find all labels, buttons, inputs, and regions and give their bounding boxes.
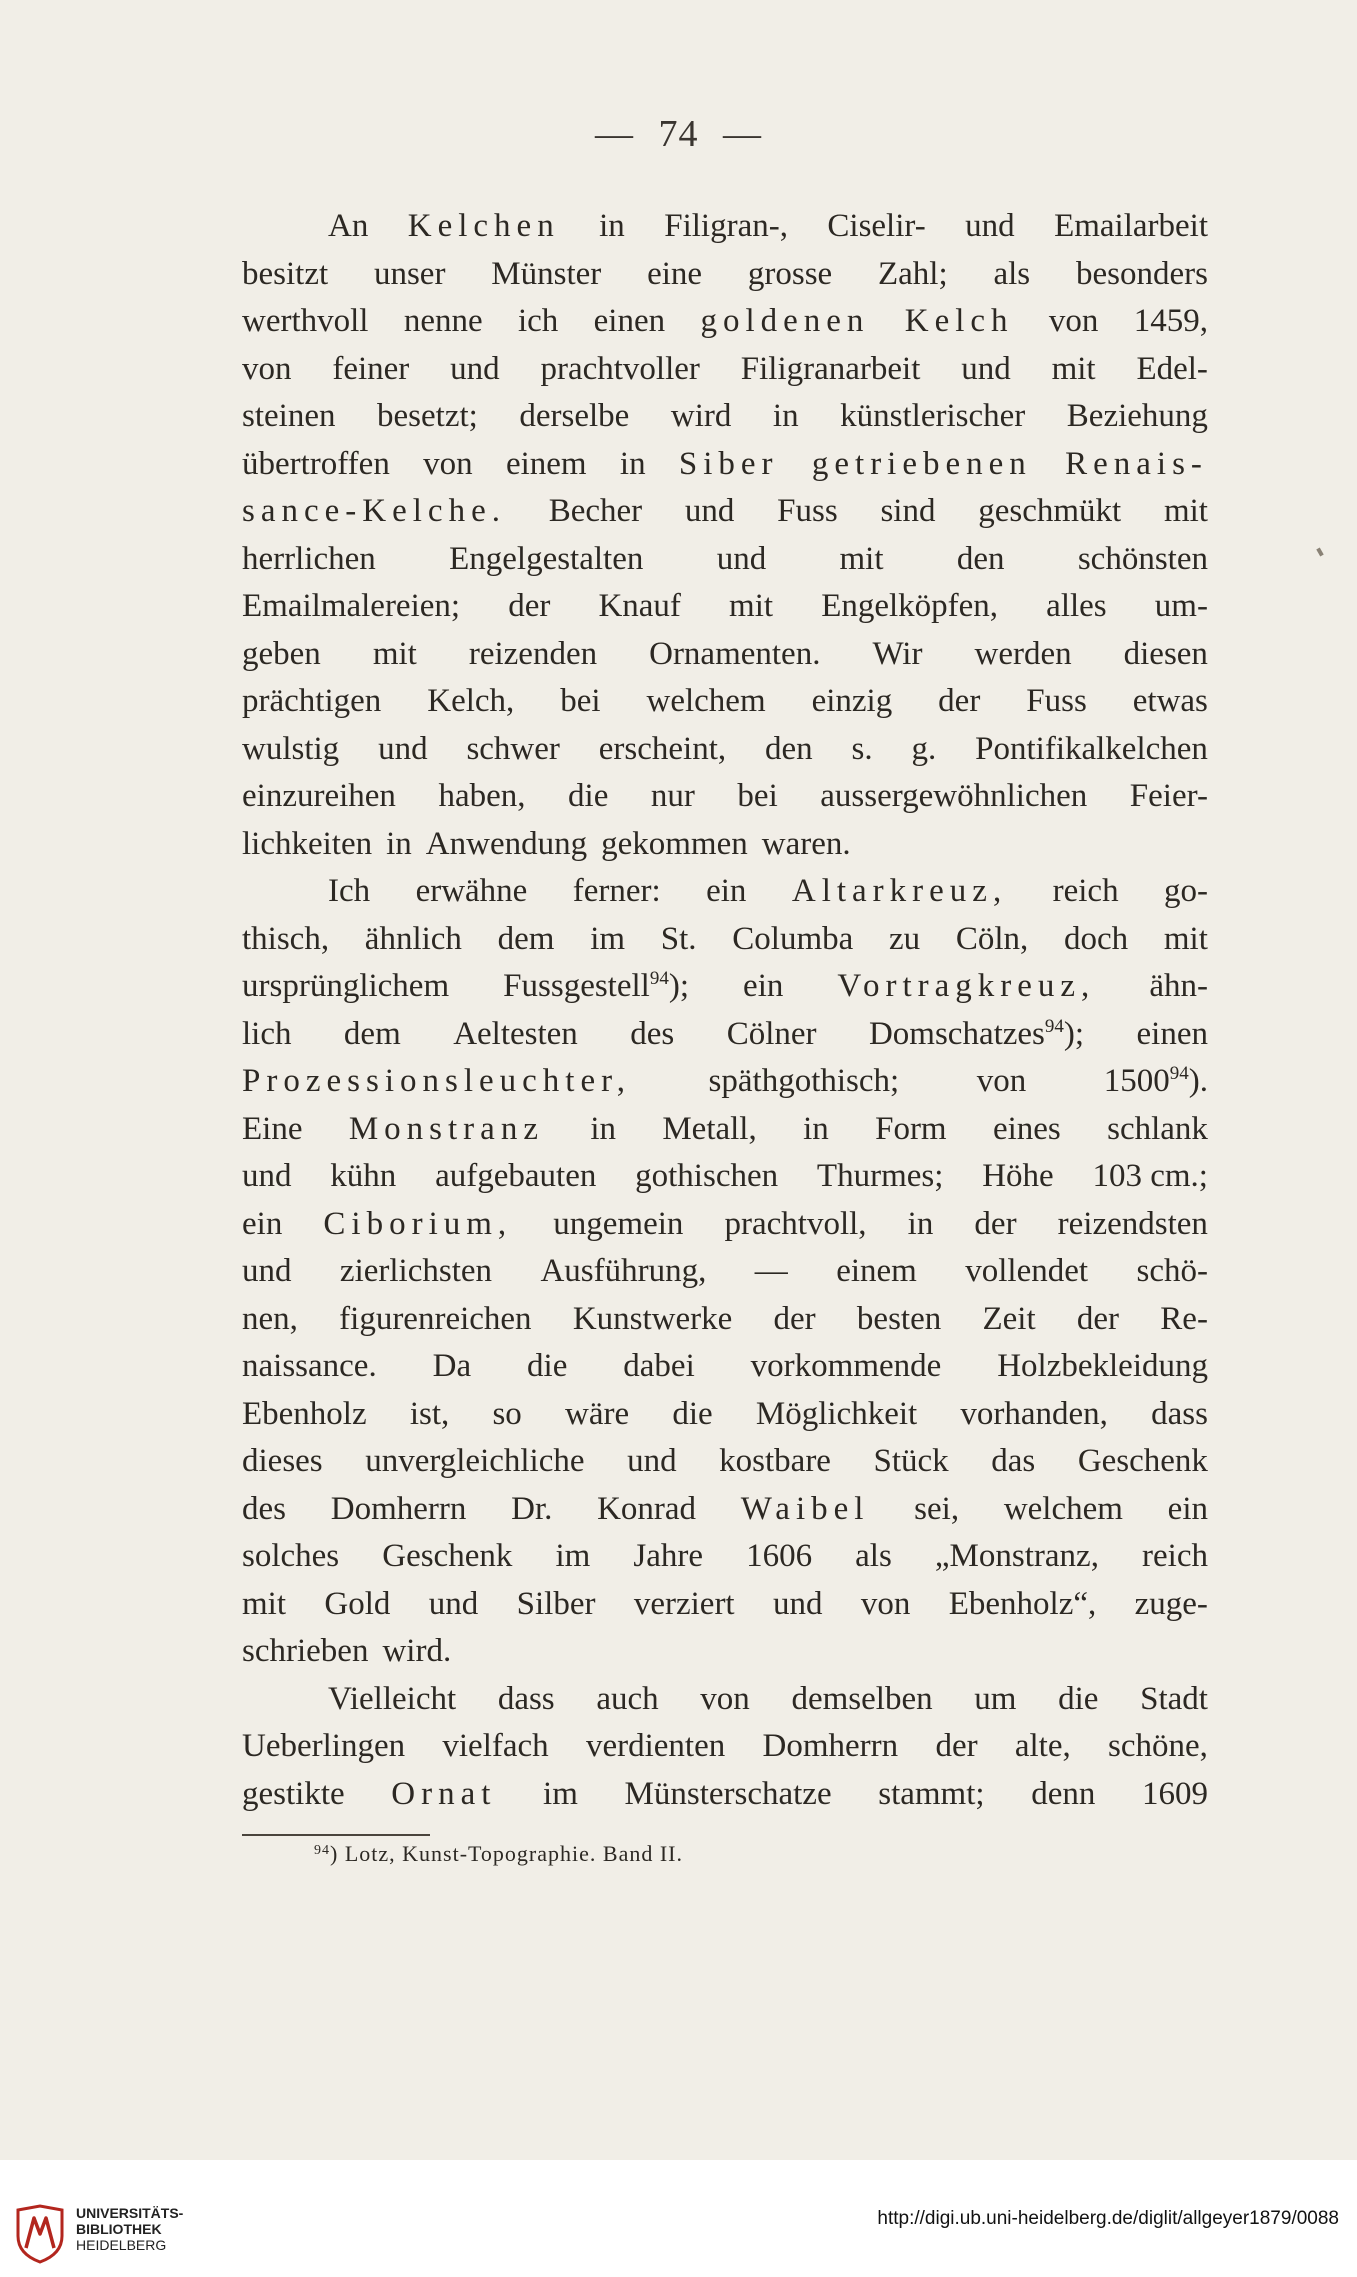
word: Ebenholz [242, 1395, 367, 1432]
word: etwas [1132, 683, 1208, 719]
text-line [242, 346, 1208, 394]
word: Beziehung [1066, 398, 1208, 434]
emphasized-word: Kelchen [407, 208, 560, 244]
word: und [428, 1585, 479, 1622]
word: Cöln, [955, 920, 1029, 957]
word: Wir [872, 635, 923, 672]
word: Domherrn [330, 1490, 467, 1527]
word: ähnlich [364, 920, 462, 957]
word: go- [1164, 873, 1208, 909]
word: um [974, 1680, 1017, 1717]
word: Zeit [982, 1300, 1036, 1337]
word: dass [497, 1680, 555, 1717]
word: einem [836, 1253, 917, 1289]
word: späthgothisch; [708, 1063, 900, 1099]
word: der [935, 1728, 978, 1764]
word: herrlichen [242, 540, 376, 577]
word: des [242, 1490, 286, 1527]
word: grosse [747, 255, 833, 292]
word: kostbare [719, 1443, 831, 1479]
word: Dr. [511, 1490, 553, 1527]
word: schönsten [1077, 540, 1208, 577]
word: besten [856, 1300, 942, 1337]
word: alte, [1014, 1728, 1071, 1764]
word: derselbe [519, 398, 630, 434]
emphasized-word: Vortragkreuz, [837, 968, 1096, 1004]
word: künstlerischer [840, 398, 1026, 434]
word: dieses [242, 1443, 323, 1479]
text-line [242, 298, 1208, 346]
text-line [242, 1723, 1208, 1771]
text-line [242, 1296, 1208, 1344]
word: nur [650, 778, 695, 814]
word: ferner: [572, 873, 661, 909]
word: der [508, 588, 551, 624]
word: das [991, 1443, 1036, 1479]
word: und [772, 1585, 823, 1622]
word: die [527, 1348, 568, 1384]
emphasized-word: Kelch [904, 303, 1014, 339]
word: ähn- [1149, 968, 1208, 1004]
word: Stadt [1140, 1680, 1208, 1717]
word: stammt; [878, 1775, 985, 1812]
footnote-ref: 94 [1169, 1063, 1189, 1084]
word: Holzbekleidung [997, 1348, 1208, 1384]
word: Ueberlingen [242, 1728, 406, 1764]
text-line [242, 393, 1208, 441]
word: sei, [914, 1490, 960, 1527]
word: Filigranarbeit [740, 350, 921, 387]
word: eines [992, 1110, 1061, 1147]
word: doch [1064, 920, 1129, 957]
word: von [860, 1585, 911, 1622]
word: und [961, 350, 1011, 387]
word: Fuss [777, 493, 838, 529]
text-line [242, 1771, 1208, 1819]
text-line [242, 1106, 1208, 1154]
word: Emailmalereien; [242, 588, 461, 624]
word: und [378, 730, 428, 767]
word: 1609 [1141, 1775, 1208, 1812]
word: der [773, 1300, 816, 1337]
word: sind [880, 493, 936, 529]
word: Konrad [597, 1490, 697, 1527]
word: unser [373, 255, 446, 292]
word: Ciselir- [827, 208, 926, 244]
word: dem [497, 920, 555, 957]
word: vorkommende [750, 1348, 942, 1384]
word: St. [660, 920, 697, 957]
word: prächtigen [242, 683, 382, 719]
word: besetzt; [377, 398, 478, 434]
word: reizenden [468, 635, 598, 672]
word: den [765, 730, 813, 767]
word: kühn [330, 1158, 397, 1194]
word: unvergleichliche [365, 1443, 585, 1479]
emphasized-word: Ciborium, [323, 1205, 513, 1242]
word: der [1076, 1300, 1120, 1337]
word: so [492, 1395, 522, 1432]
word: prachtvoll, [724, 1205, 867, 1242]
text-line [242, 678, 1208, 726]
emphasized-word: Prozessionsleuchter, [242, 1063, 632, 1099]
word: die [672, 1395, 713, 1432]
word: mit [372, 635, 417, 672]
word: Ausführung, [540, 1253, 707, 1289]
institution-name [76, 2205, 183, 2253]
word: von [700, 1680, 750, 1717]
word: Thurmes; [816, 1158, 944, 1194]
word: diesen [1123, 635, 1208, 672]
word: gekommen [601, 825, 748, 862]
word: einzig [811, 683, 893, 719]
word: 1459, [1133, 303, 1208, 339]
word: der [938, 683, 981, 719]
word: Münster [491, 255, 602, 292]
word: übertroffen [242, 445, 390, 482]
word: Fuss [1026, 683, 1087, 719]
word: Re- [1160, 1300, 1208, 1337]
text-line [242, 1058, 1208, 1106]
footnote-rule [242, 1834, 430, 1836]
text-line [242, 916, 1208, 964]
word: denn [1031, 1775, 1096, 1812]
word: wird [670, 398, 732, 434]
word: Möglichkeit [755, 1395, 918, 1432]
word: mit [729, 588, 774, 624]
word: erwähne [415, 873, 528, 909]
word: geschmükt [978, 493, 1122, 529]
word: und [242, 1253, 292, 1289]
word: Engelgestalten [449, 540, 644, 577]
emphasized-word: Waibel [740, 1490, 870, 1527]
word: Ich [328, 873, 371, 909]
word: besitzt [242, 255, 329, 292]
word: Kelch, [427, 683, 515, 719]
word: Metall, [662, 1110, 757, 1147]
scan-speck [1316, 548, 1323, 557]
word: Domherrn [762, 1728, 899, 1764]
word: zuge- [1134, 1585, 1208, 1622]
word: ein [242, 1205, 283, 1242]
text-line [242, 536, 1208, 584]
word: im [555, 1538, 591, 1574]
text-line [242, 1391, 1208, 1439]
word: als [993, 255, 1031, 292]
text-line [242, 441, 1208, 489]
word: Höhe [982, 1158, 1054, 1194]
word: reich [1052, 873, 1119, 909]
word: Form [875, 1110, 947, 1147]
word: dabei [623, 1348, 695, 1384]
word: — [754, 1253, 788, 1289]
word: welchem [646, 683, 766, 719]
text-line [242, 1676, 1208, 1724]
footnote-ref: 94 [1044, 1015, 1064, 1037]
word: Zahl; [878, 255, 948, 292]
heidelberg-library-logo-icon[interactable] [12, 2204, 68, 2264]
word: mit [242, 1585, 287, 1622]
word: feiner [332, 350, 410, 387]
footnote-ref: 94 [649, 968, 669, 989]
word: Feier- [1129, 778, 1208, 814]
word: Knauf [598, 588, 681, 624]
word: Engelköpfen, [821, 588, 999, 624]
word: gothischen [635, 1158, 779, 1194]
word: einen [1136, 1015, 1208, 1052]
word: lich [242, 1015, 292, 1052]
word: in [803, 1110, 829, 1147]
word: s. [851, 730, 873, 767]
word: mit [1051, 350, 1096, 387]
word: verdienten [585, 1728, 726, 1764]
word: Columba [732, 920, 854, 957]
word: schöne, [1108, 1728, 1208, 1764]
word: und [242, 1158, 292, 1194]
word: zierlichsten [339, 1253, 493, 1289]
word: in [386, 825, 412, 862]
word: von [1048, 303, 1099, 339]
word: Ornamenten. [649, 635, 821, 672]
word: und [965, 208, 1015, 244]
word: bei [737, 778, 778, 814]
word: ich [517, 303, 559, 339]
word: der [974, 1205, 1017, 1242]
word: thisch, [242, 920, 330, 957]
word: verziert [633, 1585, 735, 1622]
word: mit [1163, 920, 1208, 957]
word: und [627, 1443, 677, 1479]
text-line [242, 868, 1208, 916]
word: Ebenholz“, [948, 1585, 1097, 1622]
word: einzureihen [242, 778, 396, 814]
word: naissance. [242, 1348, 377, 1384]
word: ungemein [553, 1205, 684, 1242]
word: des [630, 1015, 675, 1052]
footnote [314, 1841, 683, 1867]
text-line [242, 773, 1208, 821]
word: lichkeiten [242, 825, 373, 862]
word: Gold [324, 1585, 391, 1622]
text-line [242, 726, 1208, 774]
word: ist, [409, 1395, 450, 1432]
institution-line: HEIDELBERG [76, 2237, 167, 2253]
emphasized-word: Ornat [391, 1775, 497, 1812]
word: erscheint, [598, 730, 727, 767]
emphasized-word: Renais- [1065, 445, 1208, 482]
word: solches [242, 1538, 340, 1574]
word: wulstig [242, 730, 340, 767]
word: waren. [761, 825, 851, 862]
word: prachtvoller [540, 350, 700, 387]
text-line [242, 1486, 1208, 1534]
word: auch [596, 1680, 659, 1717]
word: einen [593, 303, 666, 339]
word: in [772, 398, 799, 434]
word: Domschatzes$^{94}$); [868, 1015, 1085, 1052]
word: ein [1167, 1490, 1208, 1527]
word: Emailarbeit [1054, 208, 1208, 244]
word: im [590, 920, 626, 957]
word: die [1058, 1680, 1099, 1717]
word: Pontifikalkelchen [975, 730, 1208, 767]
word: 103 cm.; [1092, 1158, 1208, 1194]
word: schö- [1136, 1253, 1208, 1289]
footnote-mark: 94 [314, 1843, 330, 1858]
text-line [242, 251, 1208, 299]
word: um- [1154, 588, 1208, 624]
word: wäre [565, 1395, 630, 1432]
word: eine [647, 255, 703, 292]
word: Edel- [1136, 350, 1208, 387]
word: Filigran-, [664, 208, 788, 244]
emphasized-word: getriebenen [811, 445, 1032, 482]
word: Kunstwerke [572, 1300, 733, 1337]
word: Becher [548, 493, 643, 529]
word: Cölner [726, 1015, 817, 1052]
text-line [242, 1011, 1208, 1059]
word: steinen [242, 398, 336, 434]
word: ein [743, 968, 784, 1004]
word: vorhanden, [960, 1395, 1108, 1432]
word: haben, [438, 778, 526, 814]
word: die [568, 778, 609, 814]
text-line [242, 1533, 1208, 1581]
word: im [543, 1775, 578, 1812]
text-line [242, 1153, 1208, 1201]
word: reizendsten [1057, 1205, 1208, 1242]
word: Münsterschatze [624, 1775, 832, 1812]
word: vielfach [442, 1728, 549, 1764]
text-line [242, 203, 1208, 251]
word: nenne [403, 303, 483, 339]
word: werden [974, 635, 1072, 672]
word: dass [1151, 1395, 1208, 1432]
word: wird. [382, 1633, 452, 1669]
word: Anwendung [425, 825, 588, 862]
word: in [590, 1110, 616, 1147]
word: als [855, 1538, 892, 1574]
institution-line: UNIVERSITÄTS- [76, 2205, 184, 2221]
word: von [423, 445, 473, 482]
emphasized-word: sance-Kelche. [242, 493, 506, 529]
word: von [242, 350, 292, 387]
word: aussergewöhnlichen [820, 778, 1088, 814]
emphasized-word: goldenen [700, 303, 870, 339]
text-line [242, 1581, 1208, 1629]
emphasized-word: Monstranz [348, 1110, 544, 1147]
text-line [242, 1438, 1208, 1486]
word: Geschenk [1077, 1443, 1208, 1479]
word: von [976, 1063, 1027, 1099]
word: mit [839, 540, 884, 577]
word: in [907, 1205, 934, 1242]
word: ein [706, 873, 747, 909]
word: nen, [242, 1300, 298, 1337]
word: „Monstranz, [934, 1538, 1099, 1574]
word: und [450, 350, 500, 387]
word: g. [911, 730, 937, 767]
word: Stück [873, 1443, 949, 1479]
word: 1606 [746, 1538, 813, 1574]
word: An [328, 208, 369, 244]
word: 1500$^{94}$). [1103, 1063, 1208, 1099]
viewer-footer [0, 2160, 1357, 2277]
permalink-url[interactable]: http://digi.ub.uni-heidelberg.de/diglit/allgeyer1879/0088 [877, 2208, 1339, 2229]
word: besonders [1075, 255, 1208, 292]
text-line [242, 1248, 1208, 1296]
text-line [242, 488, 1208, 536]
word: in [599, 208, 625, 244]
word: Jahre [633, 1538, 703, 1574]
word: welchem [1003, 1490, 1123, 1527]
word: geben [242, 635, 321, 672]
word: in [619, 445, 646, 482]
word: Eine [242, 1110, 303, 1147]
word: figurenreichen [339, 1300, 532, 1337]
word: vollendet [965, 1253, 1089, 1289]
word: den [956, 540, 1005, 577]
footnote-text: ) Lotz, Kunst-Topographie. Band II. [330, 1841, 683, 1866]
word: und [716, 540, 767, 577]
word: reich [1142, 1538, 1208, 1574]
word: Aeltesten [453, 1015, 578, 1052]
text-line [242, 1201, 1208, 1249]
word: Vielleicht [328, 1680, 457, 1717]
word: werthvoll [242, 303, 369, 339]
text-line [242, 963, 1208, 1011]
word: Da [432, 1348, 472, 1384]
word: einem [505, 445, 587, 482]
page-number: — 74 — [595, 113, 762, 155]
word: gestikte [242, 1775, 345, 1812]
word: Silber [516, 1585, 596, 1622]
word: schwer [466, 730, 560, 767]
text-line [242, 1343, 1208, 1391]
word: und [684, 493, 735, 529]
body-text [242, 203, 1208, 1818]
word: schrieben [242, 1633, 369, 1669]
text-line [242, 583, 1208, 631]
word: zu [888, 920, 921, 957]
emphasized-word: Siber [678, 445, 779, 482]
word: mit [1163, 493, 1208, 529]
word: demselben [791, 1680, 933, 1717]
institution-line: BIBLIOTHEK [76, 2221, 162, 2237]
word: aufgebauten [435, 1158, 597, 1194]
word: Geschenk [382, 1538, 513, 1574]
text-line [242, 1628, 1208, 1676]
text-line [242, 631, 1208, 679]
text-line [242, 821, 1208, 869]
word: Fussgestell$^{94}$); [503, 968, 690, 1004]
word: schlank [1107, 1110, 1208, 1147]
word: bei [560, 683, 601, 719]
word: dem [343, 1015, 401, 1052]
word: ursprünglichem [242, 968, 450, 1004]
emphasized-word: Altarkreuz, [791, 873, 1008, 909]
word: alles [1046, 588, 1107, 624]
